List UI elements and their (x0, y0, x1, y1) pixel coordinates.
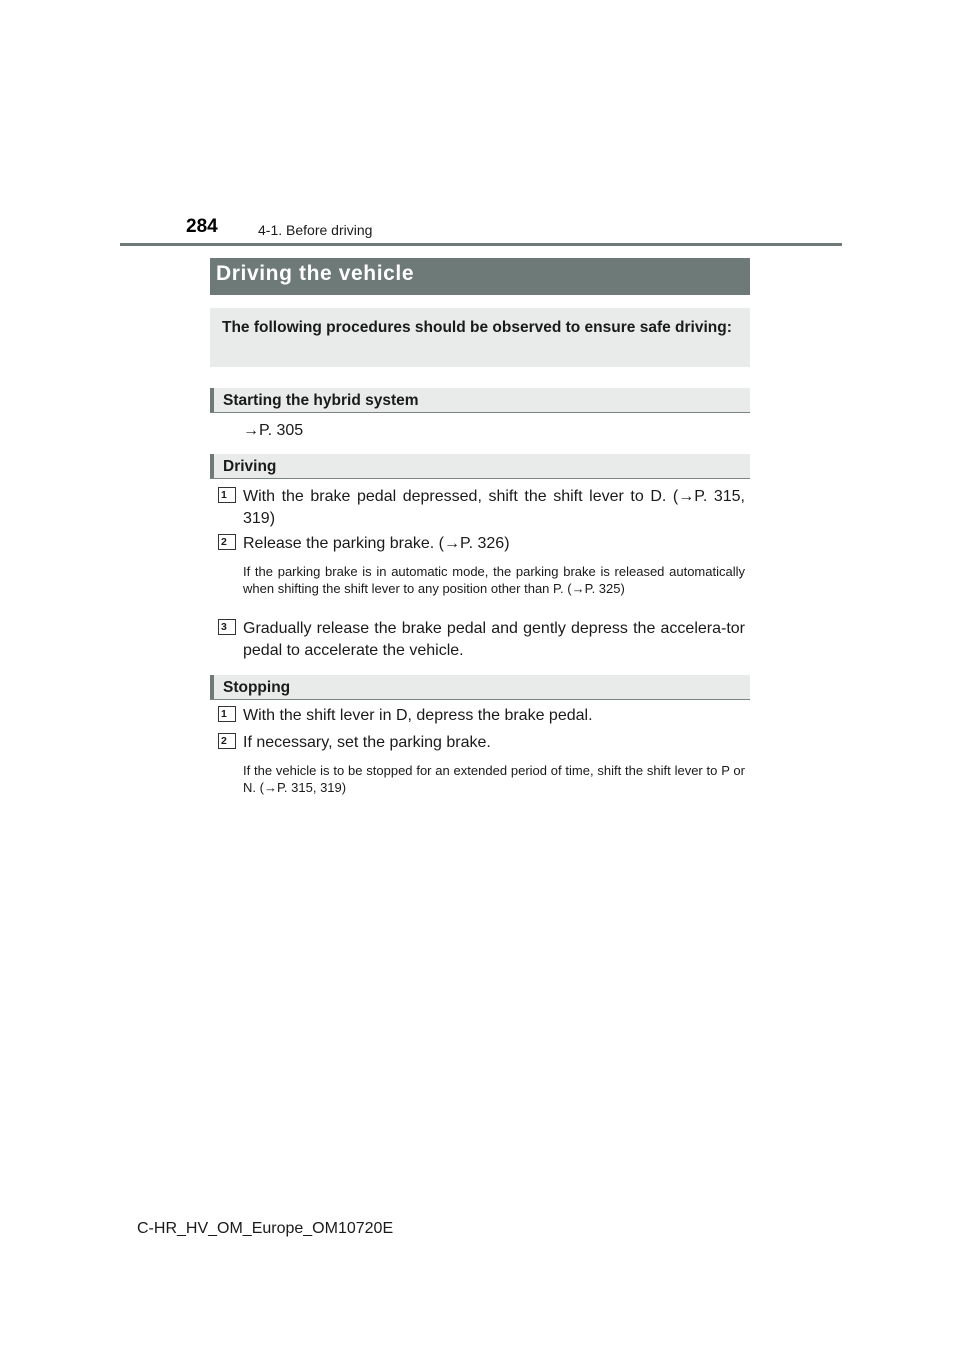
stopping-step-1: With the shift lever in D, depress the brake pedal. (243, 707, 593, 724)
header-rule (120, 243, 842, 246)
stopping-step-2: If necessary, set the parking brake. (243, 734, 491, 751)
step-number-badge: 2 (218, 733, 236, 749)
subheading-label: Starting the hybrid system (223, 392, 419, 409)
step-number-badge: 3 (218, 619, 236, 635)
subheading-starting (210, 388, 750, 413)
driving-step-3: Gradually release the brake pedal and gently depress the accelera-tor pedal to accelerate the vehicle. (243, 620, 745, 659)
subheading-stopping (210, 675, 750, 700)
step-number-badge: 1 (218, 487, 236, 503)
driving-step-2-note: If the parking brake is in automatic mode, the parking brake is released automatically when shifting the shift lever to any position other than P. (→P. 325) (243, 564, 745, 596)
intro-text: The following procedures should be observed to ensure safe driving: (222, 319, 732, 336)
page-title: Driving the vehicle (216, 262, 415, 285)
step-number-badge: 1 (218, 706, 236, 722)
page-number: 284 (186, 216, 218, 237)
subheading-driving (210, 454, 750, 479)
subheading-label: Stopping (223, 679, 291, 696)
driving-step-2: Release the parking brake. (→P. 326) (243, 535, 510, 552)
stopping-step-2-note: If the vehicle is to be stopped for an extended period of time, shift the shift lever to P or N. (→P. 315, 319) (243, 763, 745, 795)
step-number-badge: 2 (218, 534, 236, 550)
document-code: C-HR_HV_OM_Europe_OM10720E (137, 1220, 394, 1237)
reference-starting: →P. 305 (243, 422, 304, 439)
section-path: 4-1. Before driving (258, 222, 373, 238)
subheading-label: Driving (223, 458, 277, 475)
driving-step-1: With the brake pedal depressed, shift the shift lever to D. (→P. 315, 319) (243, 488, 745, 527)
